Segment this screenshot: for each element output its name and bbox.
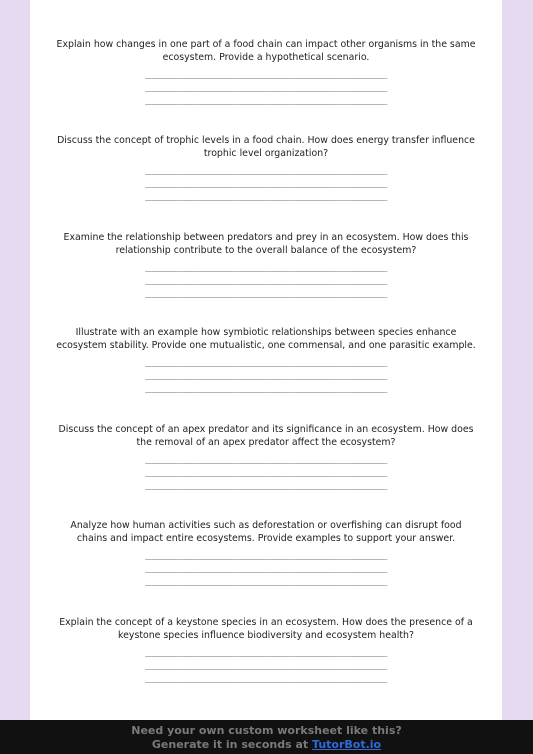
answer-line: ________________________________________________________: [145, 179, 387, 188]
question-block: [56, 423, 476, 492]
banner-line-2: [0, 738, 533, 752]
question-text: Discuss the concept of an apex predator and its significance in an ecosystem. How does the removal of an apex predator affect the ecosystem?: [58, 424, 474, 448]
answer-line: ________________________________________________________: [145, 192, 387, 201]
question-block: [56, 616, 476, 685]
tutorbot-link[interactable]: TutorBot.io: [312, 738, 382, 751]
question-block: [56, 134, 476, 203]
question-text: Explain how changes in one part of a food chain can impact other organisms in the same ecosystem. Provide a hypothetical scenario.: [56, 39, 476, 63]
answer-line: ________________________________________________________: [145, 70, 387, 79]
answer-line: ________________________________________________________: [145, 564, 387, 573]
answer-line: ________________________________________________________: [145, 263, 387, 272]
question-block: [56, 38, 476, 107]
question-text: Examine the relationship between predators and prey in an ecosystem. How does this relationship contribute to the overall balance of the ecosystem?: [63, 232, 469, 256]
answer-line: ________________________________________________________: [145, 358, 387, 367]
question-text: Explain the concept of a keystone species in an ecosystem. How does the presence of a keystone species influence biodiversity and ecosystem health?: [59, 617, 473, 641]
answer-line: ________________________________________________________: [145, 371, 387, 380]
answer-line: ________________________________________________________: [145, 481, 387, 490]
answer-line: ________________________________________________________: [145, 384, 387, 393]
question-text: Illustrate with an example how symbiotic relationships between species enhance ecosystem stability. Provide one mutualistic, one commensal, and one parasitic example.: [56, 327, 476, 351]
question-text: Discuss the concept of trophic levels in a food chain. How does energy transfer influence trophic level organization?: [57, 135, 475, 159]
question-text: Analyze how human activities such as deforestation or overfishing can disrupt food chains and impact entire ecosystems. Provide examples to support your answer.: [70, 520, 462, 544]
answer-line: ________________________________________________________: [145, 83, 387, 92]
question-block: [56, 326, 476, 395]
answer-line: ________________________________________________________: [145, 661, 387, 670]
answer-line: ________________________________________________________: [145, 96, 387, 105]
worksheet-page: [30, 0, 502, 754]
promo-banner: [0, 720, 533, 754]
answer-line: ________________________________________________________: [145, 648, 387, 657]
question-block: [56, 231, 476, 300]
banner-line-1: Need your own custom worksheet like this?: [131, 724, 402, 737]
answer-line: ________________________________________________________: [145, 551, 387, 560]
answer-line: ________________________________________________________: [145, 674, 387, 683]
answer-line: ________________________________________________________: [145, 166, 387, 175]
answer-line: ________________________________________________________: [145, 577, 387, 586]
answer-line: ________________________________________________________: [145, 289, 387, 298]
answer-line: ________________________________________________________: [145, 455, 387, 464]
answer-line: ________________________________________________________: [145, 468, 387, 477]
answer-line: ________________________________________________________: [145, 276, 387, 285]
banner-line-2-prefix: Generate it in seconds at: [151, 738, 309, 751]
question-block: [56, 519, 476, 588]
